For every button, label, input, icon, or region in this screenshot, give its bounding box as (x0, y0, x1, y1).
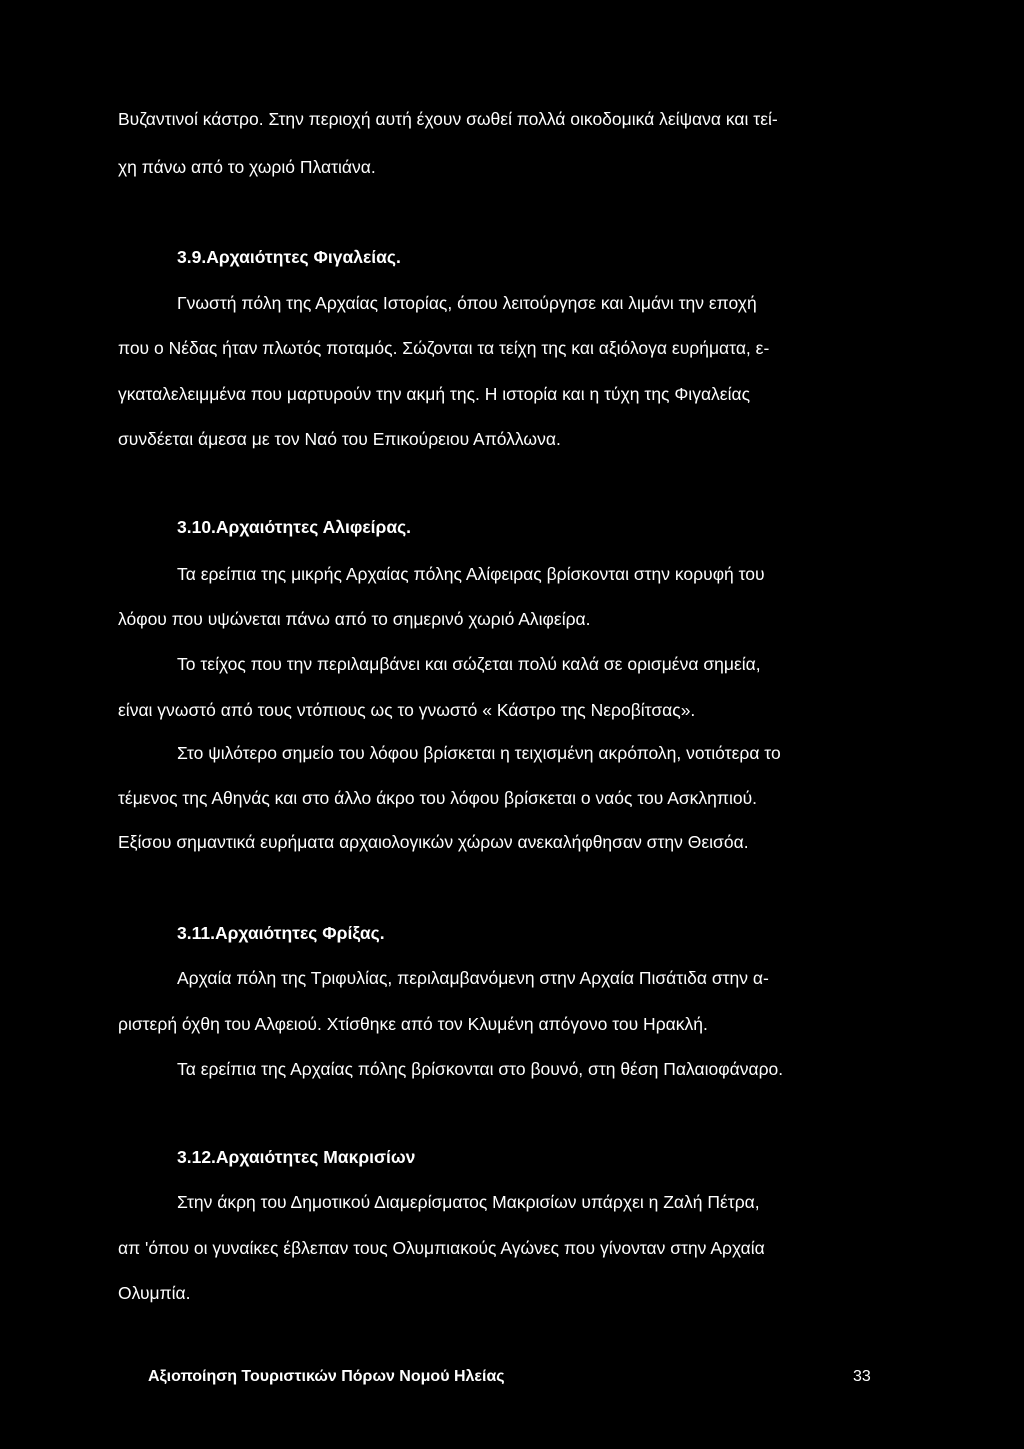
body-line: Ολυμπία. (118, 1283, 191, 1303)
intro-line: χη πάνω από το χωριό Πλατιάνα. (118, 157, 376, 177)
body-line: είναι γνωστό από τους ντόπιους ως το γνωστό « Κάστρο της Νεροβίτσας». (118, 700, 696, 720)
body-line: γκαταλελειμμένα που μαρτυρούν την ακμή της. Η ιστορία και η τύχη της Φιγαλείας (118, 384, 751, 404)
section-heading-3-9: 3.9.Αρχαιότητες Φιγαλείας. (177, 247, 401, 267)
body-line: Στο ψιλότερο σημείο του λόφου βρίσκεται η τειχισμένη ακρόπολη, νοτιότερα το (177, 743, 781, 763)
body-line: Εξίσου σημαντικά ευρήματα αρχαιολογικών χώρων ανεκαλήφθησαν στην Θεισόα. (118, 832, 749, 852)
body-line: Τα ερείπια της μικρής Αρχαίας πόλης Αλίφειρας βρίσκονται στην κορυφή του (177, 564, 765, 584)
body-line: απ 'όπου οι γυναίκες έβλεπαν τους Ολυμπιακούς Αγώνες που γίνονταν στην Αρχαία (118, 1238, 765, 1258)
intro-line: Βυζαντινοί κάστρο. Στην περιοχή αυτή έχουν σωθεί πολλά οικοδομικά λείψανα και τεί- (118, 109, 778, 129)
body-line: Στην άκρη του Δημοτικού Διαμερίσματος Μακρισίων υπάρχει η Ζαλή Πέτρα, (177, 1192, 760, 1212)
footer-title: Αξιοποίηση Τουριστικών Πόρων Νομού Ηλείας (148, 1368, 505, 1385)
body-line: που ο Νέδας ήταν πλωτός ποταμός. Σώζονται τα τείχη της και αξιόλογα ευρήματα, ε- (118, 338, 770, 358)
body-line: Αρχαία πόλη της Τριφυλίας, περιλαμβανόμενη στην Αρχαία Πισάτιδα στην α- (177, 968, 769, 988)
section-heading-3-11: 3.11.Αρχαιότητες Φρίξας. (177, 923, 385, 943)
body-line: τέμενος της Αθηνάς και στο άλλο άκρο του λόφου βρίσκεται ο ναός του Ασκληπιού. (118, 788, 758, 808)
page-number: 33 (853, 1368, 871, 1385)
section-heading-3-12: 3.12.Αρχαιότητες Μακρισίων (177, 1147, 416, 1167)
body-line: Γνωστή πόλη της Αρχαίας Ιστορίας, όπου λειτούργησε και λιμάνι την εποχή (177, 293, 757, 313)
body-line: Τα ερείπια της Αρχαίας πόλης βρίσκονται στο βουνό, στη θέση Παλαιοφάναρο. (177, 1059, 784, 1079)
body-line: ριστερή όχθη του Αλφειού. Χτίσθηκε από τον Κλυμένη απόγονο του Ηρακλή. (118, 1014, 708, 1034)
body-line: λόφου που υψώνεται πάνω από το σημερινό χωριό Αλιφείρα. (118, 609, 591, 629)
body-line: συνδέεται άμεσα με τον Ναό του Επικούρειου Απόλλωνα. (118, 429, 561, 449)
section-heading-3-10: 3.10.Αρχαιότητες Αλιφείρας. (177, 517, 412, 537)
body-line: Το τείχος που την περιλαμβάνει και σώζεται πολύ καλά σε ορισμένα σημεία, (177, 654, 761, 674)
